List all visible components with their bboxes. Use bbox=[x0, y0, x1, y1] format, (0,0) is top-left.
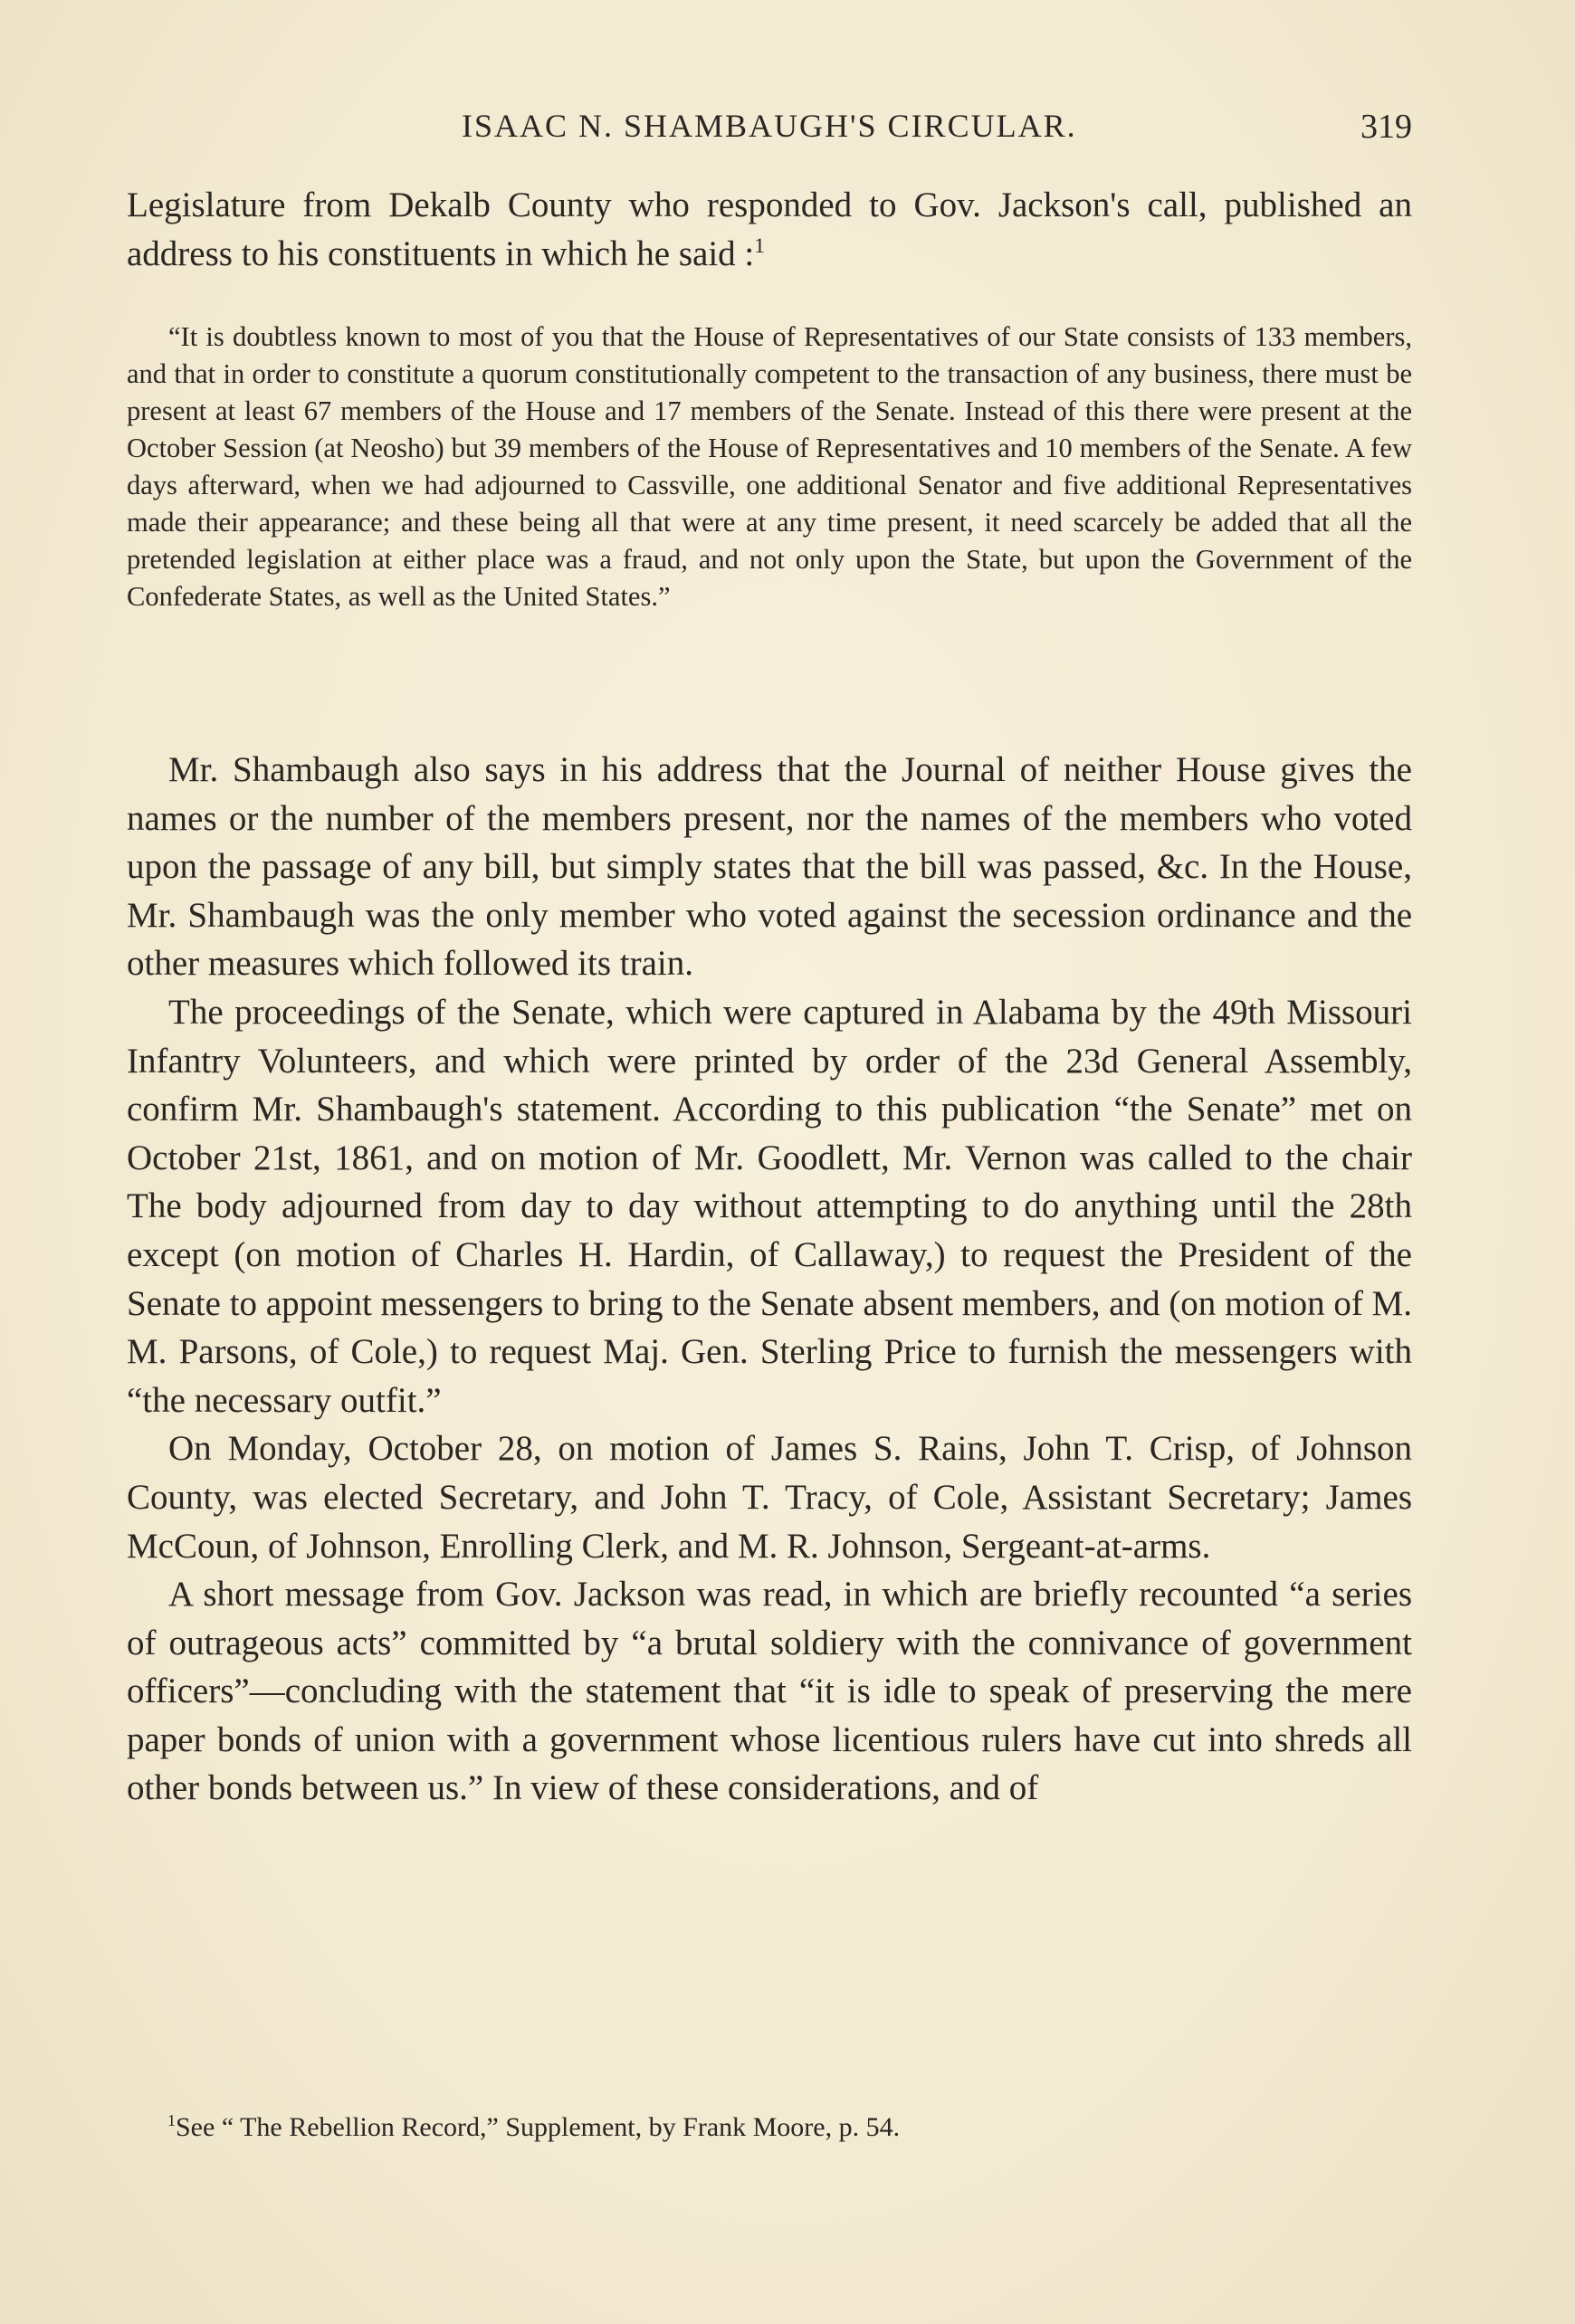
paragraph-jackson-message: A short message from Gov. Jackson was read, in which are briefly recounted “a series of outrageous acts” committed by “a brutal soldiery with the connivance of government officers”—concluding with the statement that “it is idle to speak of preserving the mere paper bonds of union with a government whose licentious rulers have cut into shreds all other bonds between us.” In view of these considerations, and of bbox=[127, 1575, 1412, 1808]
main-text bbox=[127, 746, 1412, 1813]
footnote-marker: 1 bbox=[167, 2111, 176, 2129]
page-number: 319 bbox=[1360, 108, 1412, 146]
opening-paragraph bbox=[127, 181, 1412, 278]
footnote bbox=[167, 2112, 900, 2143]
block-quote bbox=[127, 319, 1412, 615]
footnote-reference: 1 bbox=[754, 233, 765, 258]
paragraph-october-28: On Monday, October 28, on motion of James S. Rains, John T. Crisp, of Johnson County, was elected Secretary, and John T. Tracy, of Cole, Assistant Secretary; James McCoun, of Johnson, Enrolling Clerk, and M. R. Johnson, Sergeant-at-arms. bbox=[127, 1429, 1412, 1566]
paragraph-shambaugh-address: Mr. Shambaugh also says in his address that the Journal of neither House gives the names or the number of the members present, nor the names of the members who voted upon the passage of any bill, but simply states that the bill was passed, &c. In the House, Mr. Shambaugh was the only member who voted against the secession ordinance and the other measures which followed its train. bbox=[127, 750, 1412, 984]
paragraph-senate-proceedings: The proceedings of the Senate, which were captured in Alabama by the 49th Missouri Infantry Volunteers, and which were printed by order of the 23d General Assembly, confirm Mr. Shambaugh's statement. According to this publication “the Senate” met on October 21st, 1861, and on motion of Mr. Goodlett, Mr. Vernon was called to the chair The body adjourned from day to day without attempting to do anything until the 28th except (on motion of Charles H. Hardin, of Callaway,) to request the President of the Senate to appoint messengers to bring to the Senate absent members, and (on motion of M. M. Parsons, of Cole,) to request Maj. Gen. Sterling Price to furnish the messengers with “the necessary outfit.” bbox=[127, 992, 1412, 1420]
page-header bbox=[127, 107, 1412, 161]
quote-text: “It is doubtless known to most of you that the House of Representatives of our State consists of 133 members, and that in order to constitute a quorum constitutionally competent to the transaction of any business, there must be present at least 67 members of the House and 17 members of the Senate. Instead of this there were present at the October Session (at Neosho) but 39 members of the House of Representatives and 10 members of the Senate. A few days afterward, when we had adjourned to Cassville, one additional Senator and five additional Representatives made their appearance; and these being all that were at any time present, it need scarcely be added that all the pretended legislation at either place was a fraud, and not only upon the State, but upon the Government of the Confederate States, as well as the United States.” bbox=[127, 321, 1412, 612]
opening-text: Legislature from Dekalb County who responded to Gov. Jackson's call, published an address to his constituents in which he said : bbox=[127, 186, 1412, 273]
footnote-text: See “ The Rebellion Record,” Supplement, by Frank Moore, p. 54. bbox=[176, 2112, 901, 2142]
running-head: ISAAC N. SHAMBAUGH'S CIRCULAR. bbox=[462, 108, 1077, 144]
